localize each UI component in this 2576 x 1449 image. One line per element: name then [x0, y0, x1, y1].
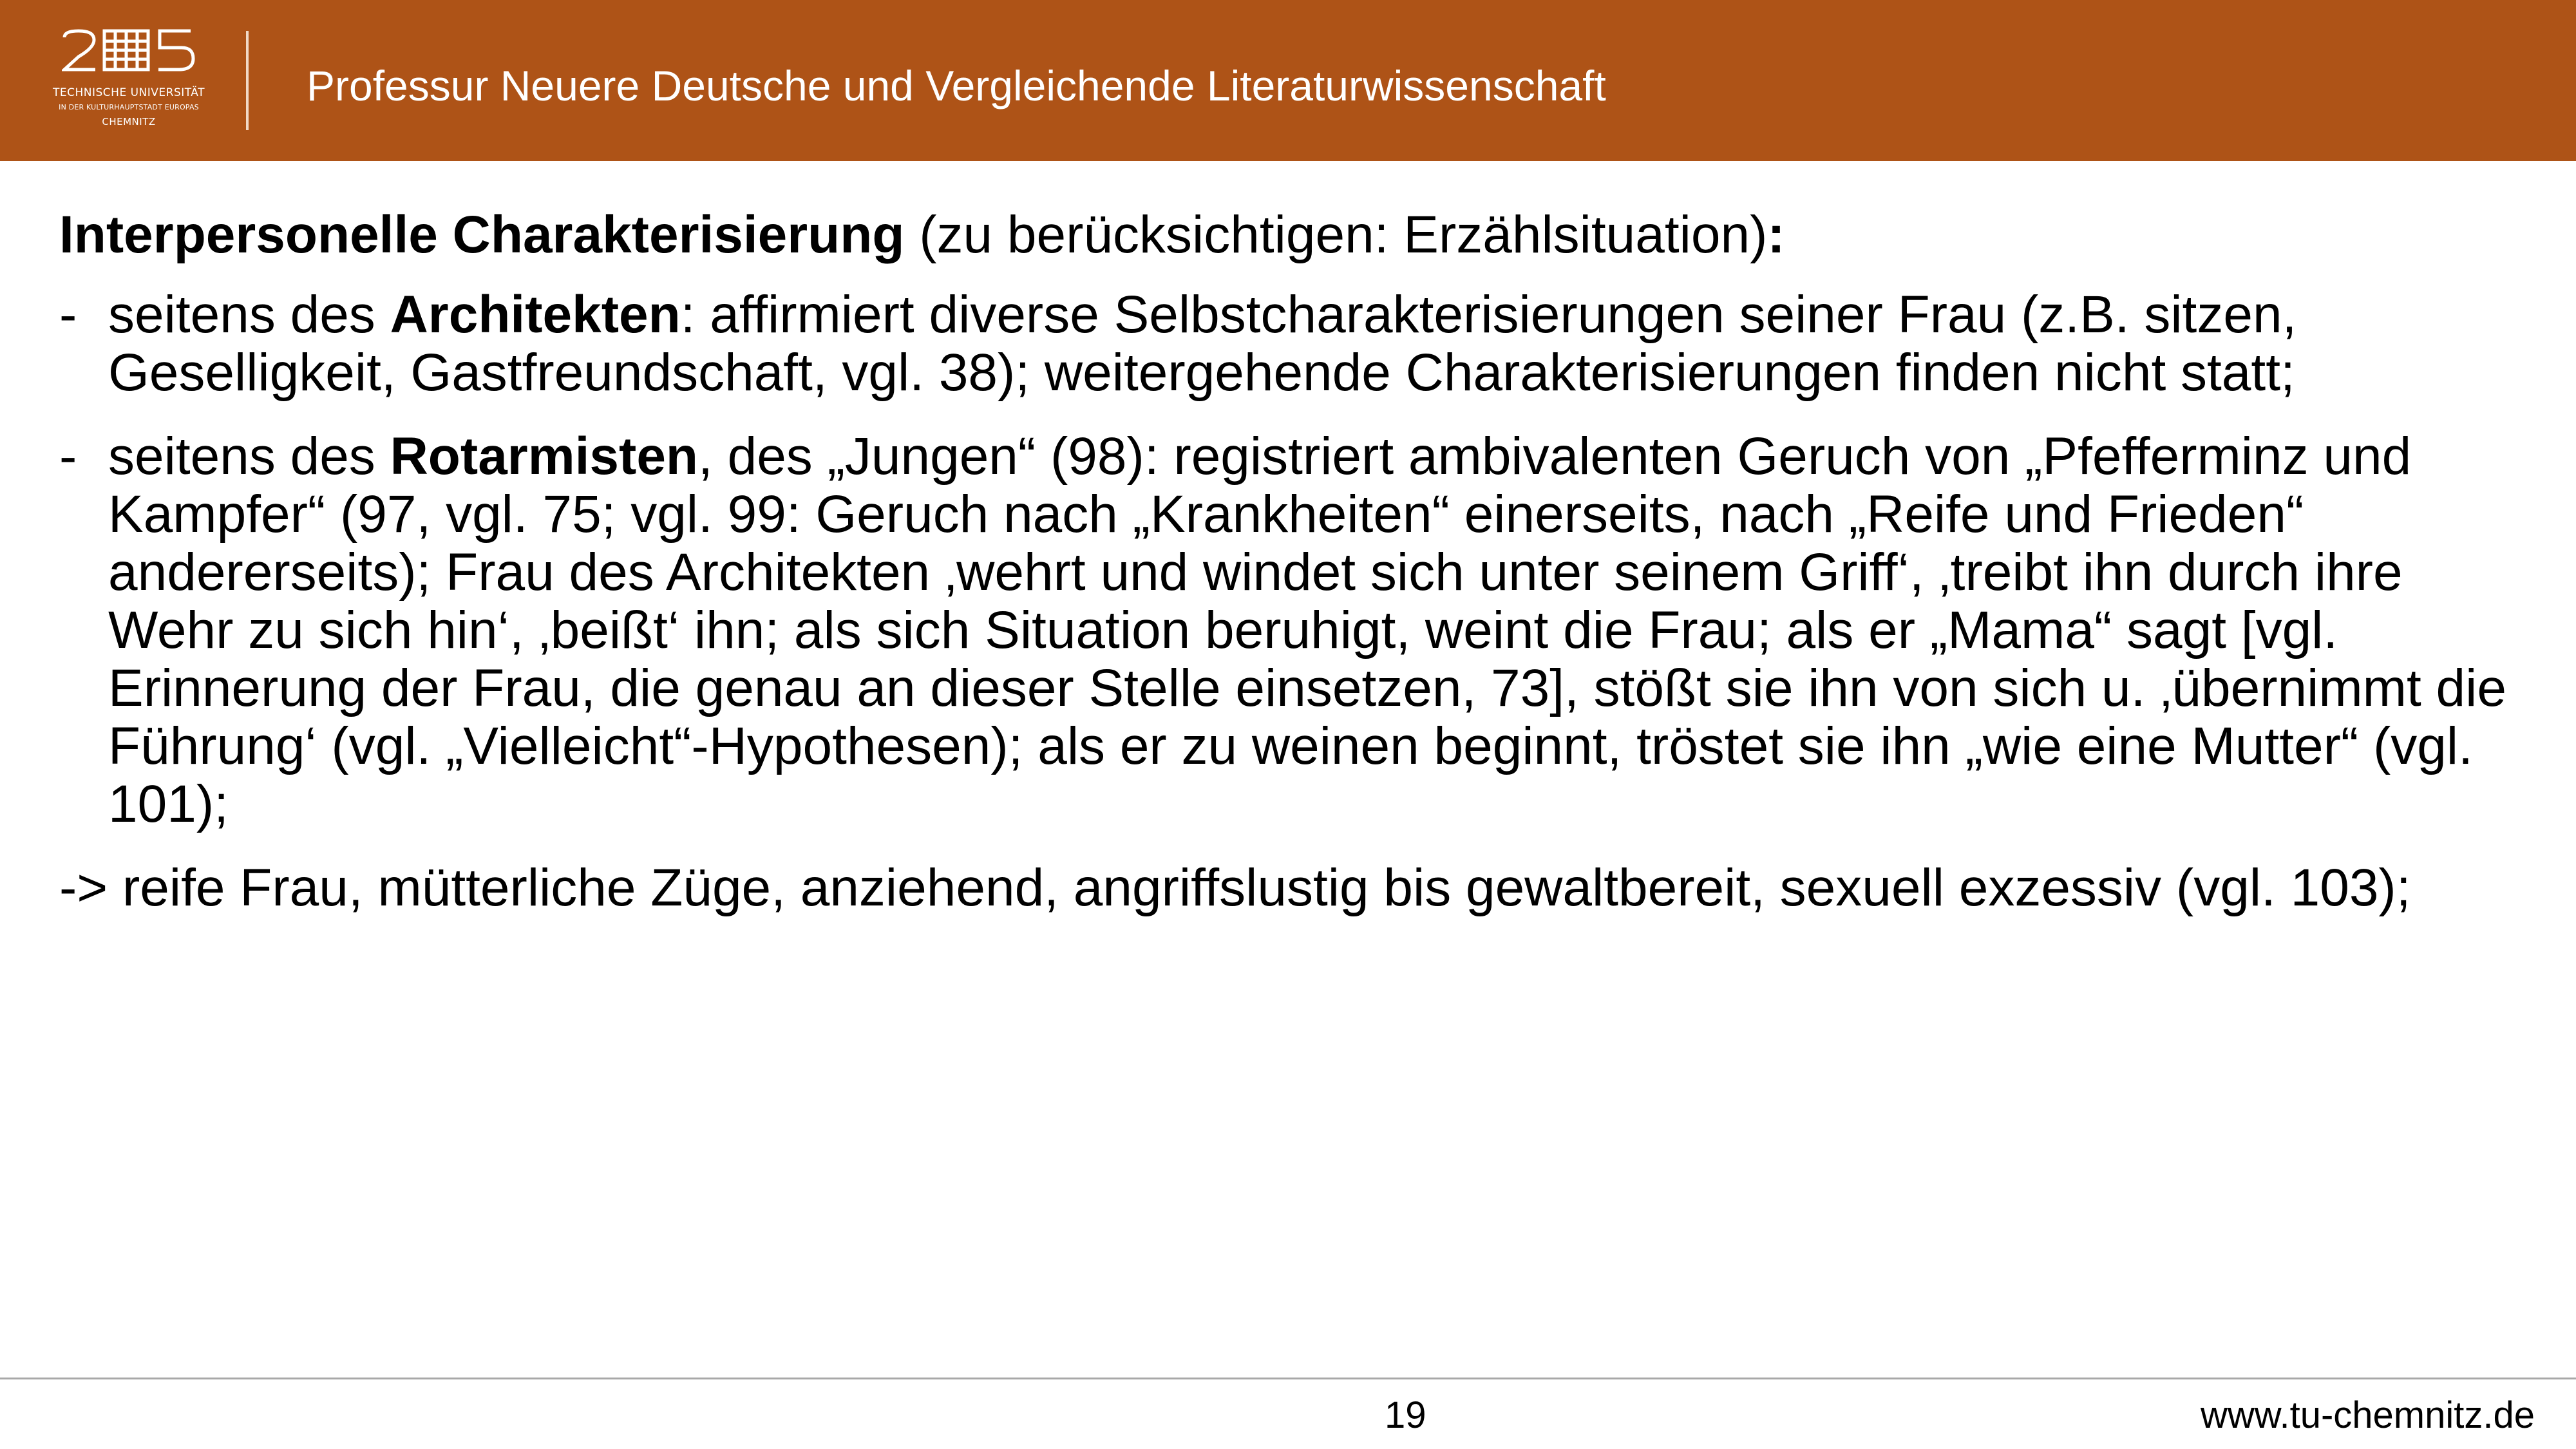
logo-text-tagline: IN DER KULTURHAUPTSTADT EUROPAS: [59, 103, 199, 111]
bullet-list: [59, 286, 2519, 833]
footer-url: www.tu-chemnitz.de: [2201, 1394, 2535, 1436]
bullet-marker: -: [59, 427, 77, 486]
logo-text-city: CHEMNITZ: [102, 116, 156, 128]
slide-heading-colon: :: [1767, 205, 1785, 264]
bullet-bold: Rotarmisten: [390, 427, 699, 486]
bullet-text: , des „Jungen“ (98): registriert ambivalenten Geruch von „Pfefferminz und Kampfer“ (97, vgl. 75; vgl. 99: Geruch nach „Krankheiten“ einerseits, nach „Reife und Frieden“ andererseits); Frau des Architekten ‚wehrt und windet sich unter seinem Griff‘, ‚treibt ihn durch ihre Wehr zu sich hin‘, ‚beißt‘ ihn; als sich Situation beruhigt, weint die Frau; als er „Mama“ sagt [vgl. Erinnerung der Frau, die genau an dieser Stelle einsetzen, 73], stößt sie ihn von sich u. ‚übernimmt die Führung‘ (vgl. „Vielleicht“-Hypothesen); als er zu weinen beginnt, tröstet sie ihn „wie eine Mutter“ (vgl. 101);: [108, 427, 2506, 833]
slide-content: [59, 206, 2519, 917]
logo-text-university: TECHNISCHE UNIVERSITÄT: [52, 86, 205, 99]
header-title: Professur Neuere Deutsche und Vergleichende Literaturwissenschaft: [307, 62, 1606, 109]
footer-divider: [0, 1378, 2576, 1379]
slide-heading-rest: (zu berücksichtigen: Erzählsituation): [904, 205, 1768, 264]
header-bar: [0, 0, 2576, 161]
bullet-text: : affirmiert diverse Selbstcharakterisierungen seiner Frau (z.B. sitzen, Geselligkeit, Gastfreundschaft, vgl. 38); weitergehende Charakterisierungen finden nicht statt;: [108, 285, 2297, 402]
conclusion-text: -> reife Frau, mütterliche Züge, anziehend, angriffslustig bis gewaltbereit, sexuell exzessiv (vgl. 103);: [59, 858, 2411, 917]
list-item: [59, 428, 2519, 833]
university-logo: [39, 24, 219, 134]
bullet-marker: -: [59, 285, 77, 344]
tu-chemnitz-logo-mark-icon: [62, 28, 196, 81]
page-number: 19: [1385, 1394, 1426, 1436]
bullet-prefix: seitens des: [108, 427, 390, 486]
bullet-bold: Architekten: [390, 285, 681, 344]
list-item: [59, 286, 2519, 402]
header-divider: [246, 31, 249, 130]
slide-heading-bold: Interpersonelle Charakterisierung: [59, 205, 905, 264]
slide-heading: [59, 206, 2519, 264]
bullet-prefix: seitens des: [108, 285, 390, 344]
